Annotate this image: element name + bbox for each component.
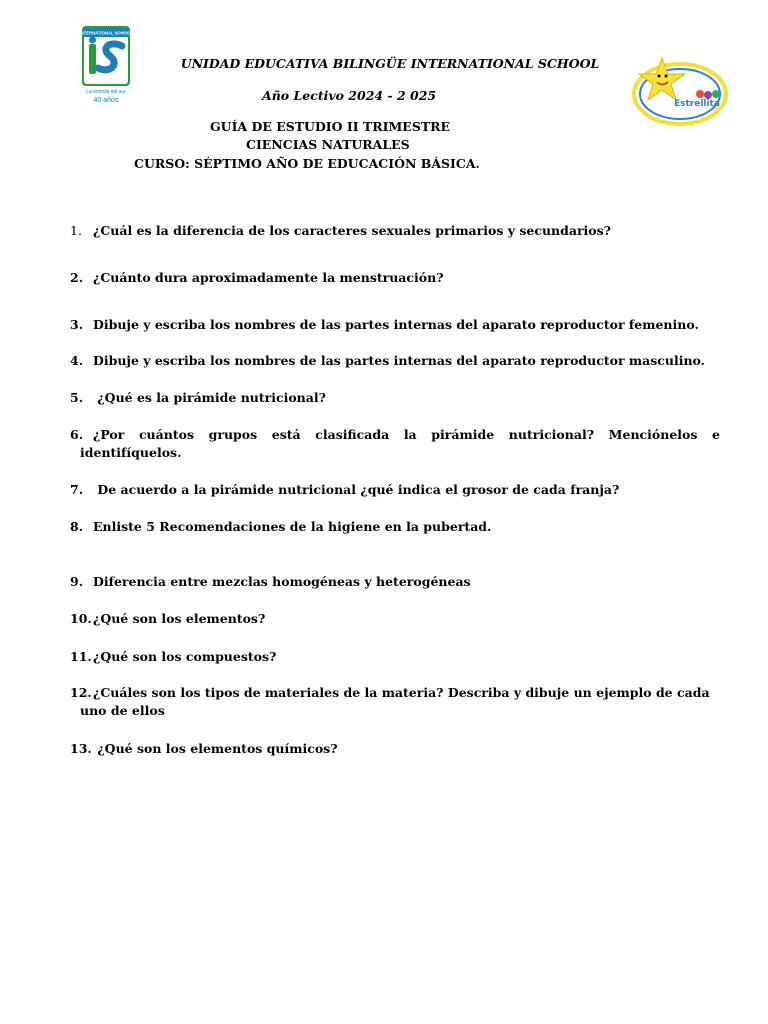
question-number: 9. [70, 574, 84, 589]
question-text: De acuerdo a la pirámide nutricional ¿qué indica el grosor de cada franja? [93, 482, 620, 497]
question-4 [70, 352, 720, 370]
question-text: ¿Cuál es la diferencia de los caracteres sexuales primarios y secundarios? [93, 223, 611, 238]
question-6 [70, 426, 720, 462]
question-text: ¿Cuáles son los tipos de materiales de la materia? Describa y dibuje un ejemplo de cada [93, 685, 710, 700]
academic-year: Año Lectivo 2024 - 2 025 [262, 88, 437, 103]
subject-title: CIENCIAS NATURALES [246, 137, 410, 152]
guide-title: GUÍA DE ESTUDIO II TRIMESTRE [210, 119, 451, 134]
logo-right-label: Estrellita [674, 99, 720, 109]
question-text: Enliste 5 Recomendaciones de la higiene en la pubertad. [93, 519, 492, 534]
question-7 [70, 481, 720, 499]
logo-left-label: INTERNATIONAL SCHOOL [80, 30, 132, 36]
question-text-continued: identifíquelos. [80, 445, 182, 460]
question-number: 2. [70, 270, 84, 285]
question-text: ¿Qué son los elementos? [93, 611, 266, 626]
question-text: ¿Qué son los compuestos? [93, 649, 277, 664]
question-10 [70, 610, 720, 628]
question-number: 6. [70, 427, 84, 442]
question-number: 12. [70, 685, 92, 700]
question-1 [70, 222, 720, 240]
question-3 [70, 316, 720, 334]
course-title: CURSO: SÉPTIMO AÑO DE EDUCACIÓN BÁSICA. [134, 156, 480, 171]
question-number: 4. [70, 353, 84, 368]
question-12 [70, 684, 720, 720]
question-11 [70, 648, 720, 666]
question-number: 13. [70, 741, 92, 756]
question-number: 7. [70, 482, 84, 497]
question-text: Diferencia entre mezclas homogéneas y heterogéneas [93, 574, 471, 589]
question-number: 8. [70, 519, 84, 534]
question-2 [70, 269, 720, 287]
question-text: ¿Qué son los elementos químicos? [93, 741, 338, 756]
logo-left-tagline: La estrella del sur [86, 89, 126, 95]
question-9 [70, 573, 720, 591]
school-name: UNIDAD EDUCATIVA BILINGÜE INTERNATIONAL SCHOOL [180, 56, 600, 71]
question-number: 1. [70, 223, 82, 238]
logo-left-years: 40 años [93, 97, 119, 104]
question-number: 10. [70, 611, 92, 626]
question-number: 11. [70, 649, 92, 664]
question-text: ¿Qué es la pirámide nutricional? [93, 390, 326, 405]
question-8 [70, 518, 720, 536]
question-text: ¿Cuánto dura aproximadamente la menstruación? [93, 270, 444, 285]
question-5 [70, 389, 720, 407]
question-text-continued: uno de ellos [80, 703, 165, 718]
question-text: Dibuje y escriba los nombres de las partes internas del aparato reproductor masculino. [93, 353, 706, 368]
question-13 [70, 740, 720, 758]
question-text: Dibuje y escriba los nombres de las partes internas del aparato reproductor femenino. [93, 317, 699, 332]
question-text: ¿Por cuántos grupos está clasificada la pirámide nutricional? Menciónelos e [93, 427, 720, 442]
question-number: 5. [70, 390, 84, 405]
question-number: 3. [70, 317, 84, 332]
